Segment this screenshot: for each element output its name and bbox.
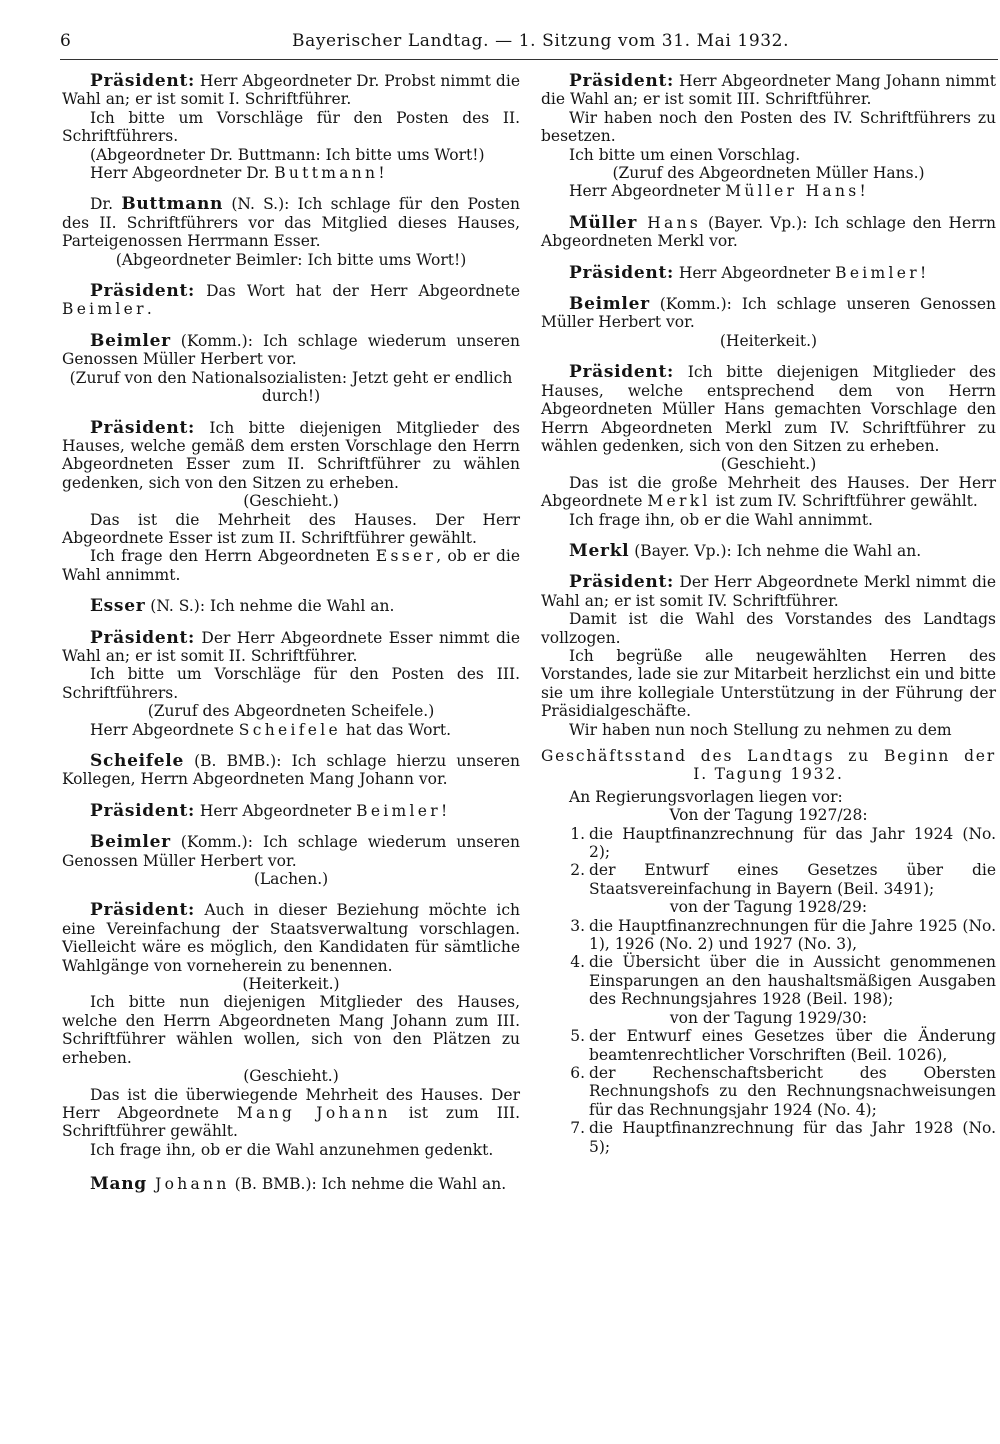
paragraph <box>62 419 520 493</box>
text-run: Das ist die große Mehrheit des Hauses. Der Herr Abgeordnete <box>541 473 996 511</box>
list-item <box>541 1119 996 1156</box>
text-run: , ob er die Wahl annimmt. <box>62 547 520 584</box>
speaker: Präsident: <box>569 572 674 593</box>
item-text: der Entwurf eines Gesetzes über die Staatsvereinfachung in Bayern (Beil. 3491); <box>589 861 996 898</box>
interjection: (Zuruf von den Nationalsozialisten: Jetzt geht er endlich durch!) <box>69 368 513 406</box>
section-heading-line2: I. Tagung 1932. <box>693 765 844 784</box>
paragraph <box>62 802 520 820</box>
text-run: Ich frage den Herrn Abgeordneten <box>90 547 376 566</box>
paragraph <box>62 195 520 250</box>
paragraph <box>62 833 520 870</box>
session-heading: von der Tagung 1929/30: <box>669 1008 868 1027</box>
text-run: Herr Abgeordneter <box>569 182 726 201</box>
list-item <box>541 825 996 862</box>
text-run: hat das Wort. <box>340 720 452 739</box>
speech-text: Ich bitte diejenigen Mitglieder des Hauses, welche entsprechend dem von Herrn Abgeordneten Müller Hans gemachten Vorschlage den Herrn Abgeordneten Merkl zum IV. Schriftführer zu wählen gedenken, sich von den Sitzen zu erheben. <box>541 363 996 455</box>
speaker: Präsident: <box>569 362 674 383</box>
speaker: Präsident: <box>90 900 195 921</box>
text-run: Herr Abgeordneter Dr. <box>90 164 275 183</box>
spaced-name: Mang Johann <box>236 1103 391 1122</box>
stage-direction: (Heiterkeit.) <box>719 331 818 350</box>
item-number: 6. <box>570 1063 585 1082</box>
speech-text: Der Herr Abgeordnete Esser nimmt die Wahl an; er ist somit II. Schriftführer. <box>62 628 520 665</box>
speech-text: (Komm.): Ich schlage unseren Genossen Müller Herbert vor. <box>541 295 996 332</box>
speech-text: (B. BMB.): Ich schlage hierzu unseren Kollegen, Herrn Abgeordneten Mang Johann vor. <box>62 752 520 789</box>
paragraph <box>541 72 996 109</box>
stage-direction: (Heiterkeit.) <box>242 975 340 994</box>
paragraph <box>62 1086 520 1141</box>
interjection: (Zuruf des Abgeordneten Scheifele.) <box>147 702 435 721</box>
paragraph <box>62 629 520 666</box>
paragraph: Wir haben noch den Posten des IV. Schriftführers zu besetzen. <box>541 108 996 146</box>
speaker: Präsident: <box>90 71 195 91</box>
item-number: 5. <box>570 1027 585 1046</box>
spaced-name: Esser <box>375 547 437 566</box>
text-run: ist zum III. Schriftführer gewählt. <box>62 1103 520 1141</box>
speech-text: (N. S.): Ich schlage für den Posten des II. Schriftführers vor das Mitglied dieses Hauses, Parteigenossen Herrmann Esser. <box>62 195 520 251</box>
speaker: Esser <box>90 596 146 617</box>
speaker: Präsident: <box>90 281 195 302</box>
page-number: 6 <box>60 31 71 51</box>
paragraph <box>62 752 520 789</box>
item-text: der Entwurf eines Gesetzes über die Änderung beamtenrechtlicher Vorschriften (Beil. 1026), <box>589 1027 996 1064</box>
item-text: die Hauptfinanzrechnungen für die Jahre 1925 (No. 1), 1926 (No. 2) und 1927 (No. 3), <box>589 916 996 954</box>
paragraph <box>62 164 520 182</box>
right-column <box>541 72 996 1156</box>
interjection: (Abgeordneter Beimler: Ich bitte ums Wort!) <box>115 250 467 269</box>
paragraph: Ich bitte um einen Vorschlag. <box>569 145 801 164</box>
speaker: Merkl <box>569 540 630 561</box>
speech-text: (B. BMB.): Ich nehme die Wahl an. <box>229 1175 507 1194</box>
list-item <box>541 917 996 954</box>
spaced-name: Beimler <box>835 263 920 282</box>
text-run: Herr Abgeordnete <box>90 720 239 739</box>
paragraph <box>541 264 996 282</box>
paragraph: Ich frage ihn, ob er die Wahl annimmt. <box>569 510 873 529</box>
spaced-name: Johann <box>146 1175 230 1194</box>
list-item <box>541 1027 996 1064</box>
spaced-name: Hans <box>637 213 702 232</box>
header-rule <box>60 59 998 60</box>
paragraph <box>62 282 520 319</box>
speech-text: (N. S.): Ich nehme die Wahl an. <box>145 597 395 616</box>
stage-direction: (Geschieht.) <box>243 1067 339 1086</box>
paragraph <box>62 1175 520 1193</box>
spaced-name: Buttmann <box>274 164 379 183</box>
paragraph: Wir haben nun noch Stellung zu nehmen zu dem <box>569 720 952 739</box>
paragraph <box>62 901 520 975</box>
speaker: Beimler <box>569 294 650 315</box>
section-heading: Geschäftsstand des Landtags zu Beginn der <box>541 747 996 765</box>
paragraph: Damit ist die Wahl des Vorstandes des Landtags vollzogen. <box>541 610 996 647</box>
paragraph: Ich bitte um Vorschläge für den Posten des II. Schriftführers. <box>62 108 520 146</box>
session-heading: Von der Tagung 1927/28: <box>669 806 868 825</box>
paragraph <box>541 542 996 560</box>
paragraph <box>62 597 520 615</box>
speech-text: Das Wort hat der Herr Abgeordnete <box>194 282 520 301</box>
text-run: ! <box>378 164 385 183</box>
speaker: Beimler <box>90 832 171 853</box>
paragraph <box>62 72 520 109</box>
item-text: die Hauptfinanzrechnung für das Jahr 1928 (No. 5); <box>589 1119 996 1156</box>
paragraph <box>541 182 996 200</box>
spaced-name: Beimler <box>62 300 147 319</box>
text-run: ! <box>440 801 448 820</box>
speech-text: Ich bitte diejenigen Mitglieder des Hauses, welche gemäß dem ersten Vorschlage den Herrn Abgeordneten Esser zum II. Schriftführer zu wählen gedenken, sich von den Sitzen zu erheben. <box>62 418 520 492</box>
paragraph <box>541 573 996 610</box>
spaced-name: Scheifele <box>238 720 341 739</box>
item-number: 7. <box>570 1119 585 1138</box>
text-run: . <box>146 300 152 319</box>
speaker: Präsident: <box>90 417 195 438</box>
item-number: 4. <box>570 953 585 972</box>
session-heading: von der Tagung 1928/29: <box>669 898 868 917</box>
speech-text: (Bayer. Vp.): Ich nehme die Wahl an. <box>629 541 922 560</box>
item-number: 1. <box>570 824 585 843</box>
page-header <box>60 32 1000 56</box>
text-run: ist zum IV. Schriftführer gewählt. <box>710 492 978 511</box>
paragraph <box>62 721 520 739</box>
paragraph <box>62 332 520 369</box>
paragraph <box>62 547 520 584</box>
speech-text: Herr Abgeordneter <box>194 801 357 820</box>
speaker: Präsident: <box>90 800 195 821</box>
spaced-name: Müller Hans <box>725 182 860 201</box>
speaker: Präsident: <box>90 627 195 648</box>
text-run: Dr. <box>90 195 122 214</box>
spaced-name: Merkl <box>647 492 711 511</box>
paragraph <box>541 363 996 455</box>
text-run: ! <box>919 263 927 282</box>
list-item <box>541 953 996 1008</box>
speaker: Beimler <box>90 330 171 351</box>
speech-text: Auch in dieser Beziehung möchte ich eine Vereinfachung der Staatsverwaltung vorschlagen. Vielleicht wäre es möglich, den Kandidaten für sämtliche Wahlgänge von vorneherein zu benennen. <box>62 901 520 975</box>
item-number: 2. <box>570 861 585 880</box>
speaker: Präsident: <box>569 71 674 91</box>
paragraph <box>541 474 996 511</box>
paragraph: An Regierungsvorlagen liegen vor: <box>569 787 843 806</box>
interjection: (Zuruf des Abgeordneten Müller Hans.) <box>612 164 925 183</box>
running-title: Bayerischer Landtag. — 1. Sitzung vom 31. Mai 1932. <box>292 31 790 51</box>
stage-direction: (Lachen.) <box>253 870 329 889</box>
item-number: 3. <box>570 916 585 935</box>
text-run: ! <box>859 182 866 201</box>
speaker: Buttmann <box>121 194 224 215</box>
interjection: (Abgeordneter Dr. Buttmann: Ich bitte ums Wort!) <box>90 145 485 164</box>
speaker: Mang <box>90 1174 147 1195</box>
list-item <box>541 861 996 898</box>
text-run: Das ist die überwiegende Mehrheit des Hauses. Der Herr Abgeordnete <box>62 1085 520 1122</box>
speech-text: Herr Abgeordneter Mang Johann nimmt die Wahl an; er ist somit III. Schriftführer. <box>541 72 996 109</box>
speech-text: Herr Abgeordneter Dr. Probst nimmt die Wahl an; er ist somit I. Schriftführer. <box>62 72 520 109</box>
speech-text: Der Herr Abgeordnete Merkl nimmt die Wahl an; er ist somit IV. Schriftführer. <box>541 573 996 610</box>
item-text: die Hauptfinanzrechnung für das Jahr 1924 (No. 2); <box>589 824 996 862</box>
speech-text: (Bayer. Vp.): Ich schlage den Herrn Abgeordneten Merkl vor. <box>541 213 996 251</box>
speech-text: (Komm.): Ich schlage wiederum unseren Genossen Müller Herbert vor. <box>62 833 520 870</box>
speech-text: Herr Abgeordneter <box>673 263 836 282</box>
paragraph: Ich frage ihn, ob er die Wahl anzunehmen gedenkt. <box>90 1140 494 1159</box>
item-text: die Übersicht über die in Aussicht genommenen Einsparungen an den haushaltsmäßigen Ausgaben des Rechnungsjahres 1928 (Beil. 198); <box>589 953 996 1009</box>
speaker: Präsident: <box>569 262 674 283</box>
item-text: der Rechenschaftsbericht des Obersten Rechnungshofs zu den Rechnungsnachweisungen für das Rechnungsjahr 1924 (No. 4); <box>589 1063 996 1119</box>
speaker: Müller <box>569 212 638 233</box>
paragraph: Ich begrüße alle neugewählten Herren des Vorstandes, lade sie zur Mitarbeit herzlichst ein und bitte sie um ihre kollegiale Unterstützung in der Führung der Präsidialgeschäfte. <box>541 646 996 721</box>
paragraph <box>541 214 996 251</box>
speech-text: (Komm.): Ich schlage wiederum unseren Genossen Müller Herbert vor. <box>62 331 520 369</box>
stage-direction: (Geschieht.) <box>720 455 817 474</box>
paragraph: Ich bitte um Vorschläge für den Posten des III. Schriftführers. <box>62 665 520 702</box>
paragraph: Ich bitte nun diejenigen Mitglieder des Hauses, welche den Herrn Abgeordneten Mang Johann zum III. Schriftführer wählen wollen, sich von den Plätzen zu erheben. <box>62 993 520 1067</box>
paragraph: Das ist die Mehrheit des Hauses. Der Herr Abgeordnete Esser ist zum II. Schriftführer gewählt. <box>62 510 520 547</box>
speaker: Scheifele <box>90 751 184 771</box>
paragraph <box>541 295 996 332</box>
list-item <box>541 1064 996 1119</box>
stage-direction: (Geschieht.) <box>243 492 339 511</box>
spaced-name: Beimler <box>356 801 441 820</box>
left-column <box>62 72 520 1194</box>
